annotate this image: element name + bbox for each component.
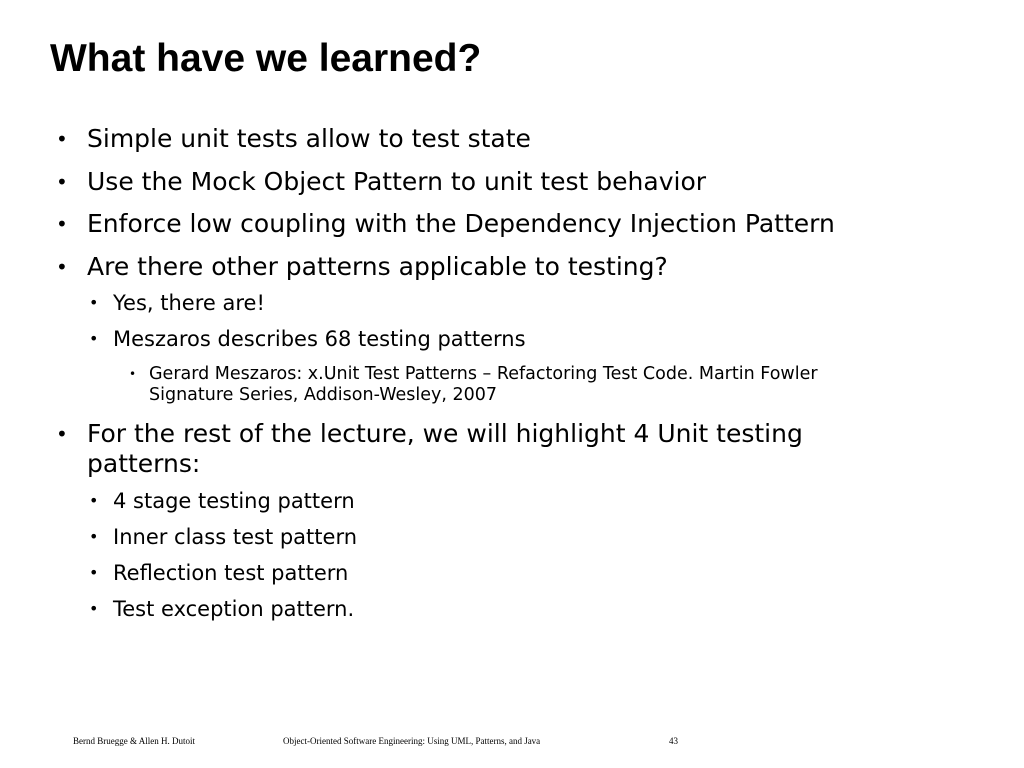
slide-title: What have we learned? [50,37,482,80]
sub-bullet-marker: • [89,293,99,312]
pattern-item-1: 4 stage testing pattern [113,489,355,513]
pattern-bullet-marker: • [89,599,99,618]
bullet-item-2: Use the Mock Object Pattern to unit test behavior [87,167,707,196]
footer-page-number: 43 [669,736,678,746]
bullet-marker: • [56,170,68,194]
bullet-item-3: Enforce low coupling with the Dependency Injection Pattern [87,209,835,238]
bullet-item-4: Are there other patterns applicable to testing? [87,252,668,281]
sub-item-1: Yes, there are! [113,291,265,315]
pattern-item-3: Reflection test pattern [113,561,349,585]
reference-bullet-marker: • [129,367,137,381]
bullet-marker: • [56,127,68,151]
bullet-marker: • [56,255,68,279]
reference-line-1: Gerard Meszaros: x.Unit Test Patterns – Refactoring Test Code. Martin Fowler [149,364,818,384]
bullet-marker: • [56,422,68,446]
sub-item-2: Meszaros describes 68 testing patterns [113,327,526,351]
highlight-line-2: patterns: [87,449,201,478]
pattern-item-4: Test exception pattern. [113,597,355,621]
pattern-bullet-marker: • [89,491,99,510]
bullet-item-1: Simple unit tests allow to test state [87,124,531,153]
sub-bullet-marker: • [89,329,99,348]
reference-line-2: Signature Series, Addison-Wesley, 2007 [149,385,498,405]
pattern-item-2: Inner class test pattern [113,525,358,549]
bullet-marker: • [56,212,68,236]
pattern-bullet-marker: • [89,563,99,582]
footer-authors: Bernd Bruegge & Allen H. Dutoit [73,736,195,746]
footer-book-title: Object-Oriented Software Engineering: Using UML, Patterns, and Java [283,736,541,746]
highlight-line-1: For the rest of the lecture, we will highlight 4 Unit testing [87,419,803,448]
pattern-bullet-marker: • [89,527,99,546]
